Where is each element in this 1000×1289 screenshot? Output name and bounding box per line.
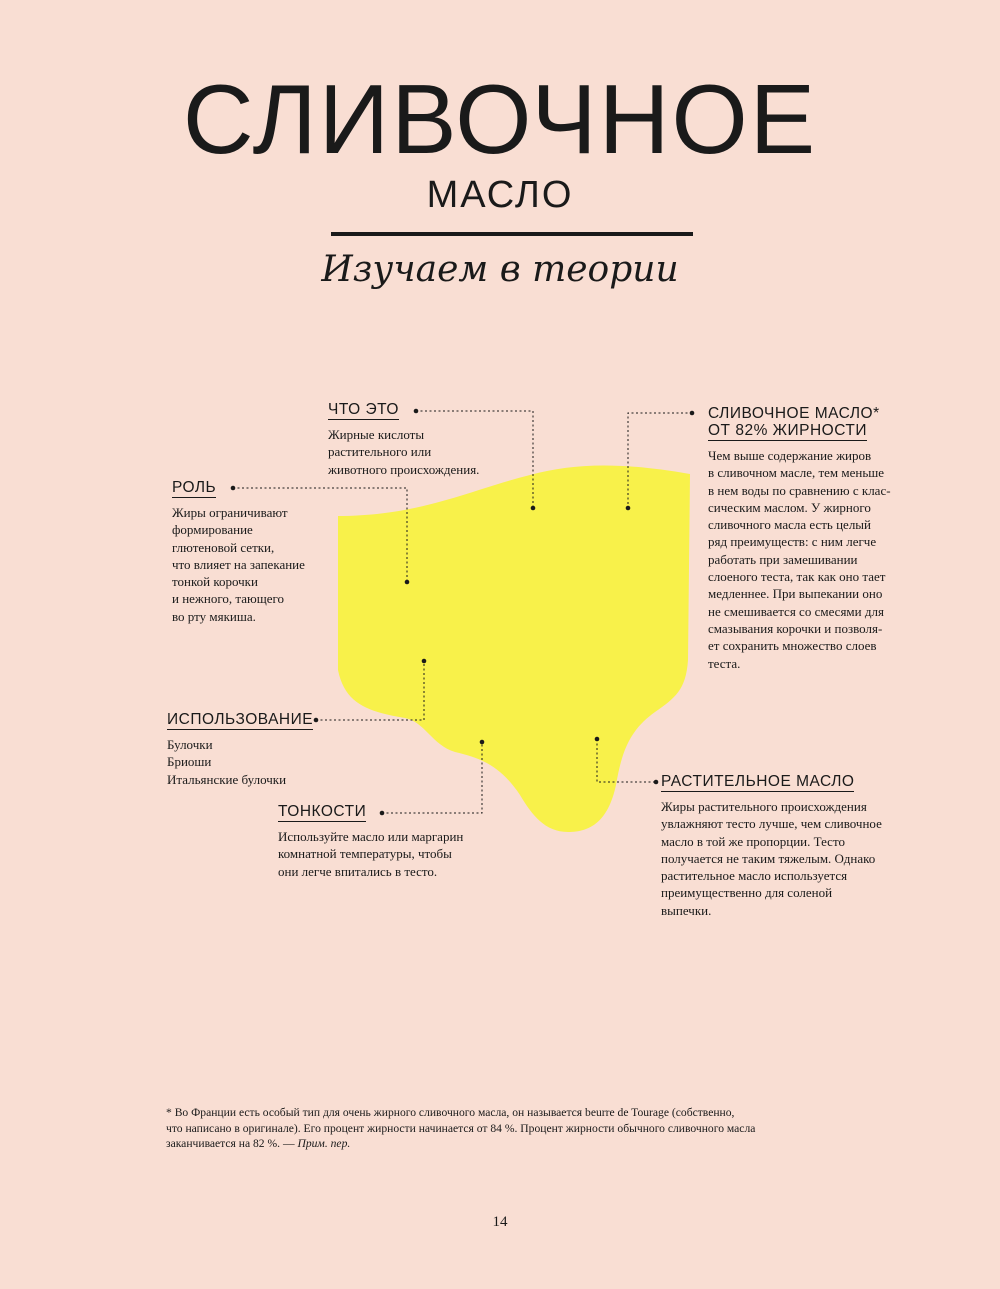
text-line: животного происхождения. <box>328 461 480 477</box>
section-role-body <box>172 504 305 625</box>
text-line: медленнее. При выпекании оно <box>708 586 883 602</box>
text-line: в сливочном масле, тем меньше <box>708 465 885 481</box>
section-what-body <box>328 426 479 478</box>
text-line: они легче впитались в тесто. <box>278 863 438 879</box>
section-tips-body <box>278 828 463 880</box>
text-line: смазывания корочки и позволя- <box>708 620 883 636</box>
text-line: теста. <box>708 655 741 671</box>
text-line: Бриоши <box>167 754 212 770</box>
section-butter82 <box>708 405 891 672</box>
section-usage-body <box>167 736 313 788</box>
text-line: комнатной температуры, чтобы <box>278 846 452 862</box>
footnote <box>166 1105 846 1152</box>
text-line: сливочного масла есть целый <box>708 517 871 533</box>
text-line: формирование <box>172 522 253 538</box>
section-vegetable <box>661 773 882 919</box>
page-subtitle: МАСЛО <box>426 174 574 216</box>
footnote-text: заканчивается на 82 %. — <box>166 1137 298 1150</box>
dot-vegetable-end <box>654 780 659 785</box>
section-butter82-heading-line1: СЛИВОЧНОЕ МАСЛО* <box>708 405 880 422</box>
text-line: сическим маслом. У жирного <box>708 499 871 515</box>
text-line: Жиры ограничивают <box>172 505 288 520</box>
text-line: преимущественно для соленой <box>661 885 833 901</box>
section-butter82-body <box>708 447 891 672</box>
dot-butter82-start <box>690 411 695 416</box>
section-tips <box>278 803 463 880</box>
section-usage <box>167 711 313 788</box>
section-vegetable-body <box>661 798 882 919</box>
text-line: слоеного теста, так как оно тает <box>708 569 886 585</box>
dot-usage-start <box>314 718 319 723</box>
text-line: тонкой корочки <box>172 574 258 590</box>
text-line: выпечки. <box>661 902 712 918</box>
text-line: растительное масло используется <box>661 868 848 884</box>
footnote-line <box>166 1136 846 1152</box>
section-butter82-heading-line2: ОТ 82% ЖИРНОСТИ <box>708 422 867 439</box>
text-line: ряд преимуществ: с ним легче <box>708 534 877 550</box>
text-line: растительного или <box>328 444 432 460</box>
text-line: Итальянские булочки <box>167 771 287 787</box>
dot-usage-end <box>422 659 427 664</box>
section-what <box>328 401 479 478</box>
footnote-line: что написано в оригинале). Его процент жирности начинается от 84 %. Процент жирности обычного сливочного масла <box>166 1121 756 1135</box>
text-line: Жирные кислоты <box>328 427 425 442</box>
section-what-heading: ЧТО ЭТО <box>328 401 399 418</box>
text-line: и нежного, тающего <box>172 591 284 607</box>
section-role <box>172 479 305 625</box>
dot-role-end <box>405 580 410 585</box>
section-usage-heading: ИСПОЛЬЗОВАНИЕ <box>167 711 314 728</box>
text-line: ет сохранить множество слоев <box>708 638 877 654</box>
text-line: во рту мякиша. <box>172 608 256 624</box>
footnote-translator-note: Прим. пер. <box>297 1137 351 1150</box>
butter-blob <box>338 465 690 832</box>
page-title: СЛИВОЧНОЕ <box>182 64 818 174</box>
text-line: получается не таким тяжелым. Однако <box>661 850 876 866</box>
dot-vegetable-start <box>595 737 600 742</box>
text-line: глютеновой сетки, <box>172 539 275 555</box>
section-role-heading: РОЛЬ <box>172 479 217 496</box>
footnote-line: * Во Франции есть особый тип для очень жирного сливочного масла, он называется beurre de Tourage (собственно, <box>166 1106 735 1119</box>
section-vegetable-heading: РАСТИТЕЛЬНОЕ МАСЛО <box>661 773 855 790</box>
dot-what-end <box>531 506 536 511</box>
page-number: 14 <box>492 1214 508 1230</box>
section-tips-heading: ТОНКОСТИ <box>278 803 367 820</box>
text-line: работать при замешивании <box>708 551 858 567</box>
text-line: не смешивается со смесями для <box>708 603 884 619</box>
text-line: в нем воды по сравнению с клас- <box>708 482 891 498</box>
tagline: Изучаем в теории <box>321 249 679 290</box>
text-line: что влияет на запекание <box>172 556 305 572</box>
text-line: Используйте масло или маргарин <box>278 829 464 844</box>
text-line: Булочки <box>167 737 213 752</box>
dot-butter82-end <box>626 506 631 511</box>
dot-tips-end <box>480 740 485 745</box>
text-line: Чем выше содержание жиров <box>708 448 872 463</box>
text-line: масло в той же пропорции. Тесто <box>661 833 845 849</box>
text-line: Жиры растительного происхождения <box>661 799 867 814</box>
text-line: увлажняют тесто лучше, чем сливочное <box>661 816 882 832</box>
